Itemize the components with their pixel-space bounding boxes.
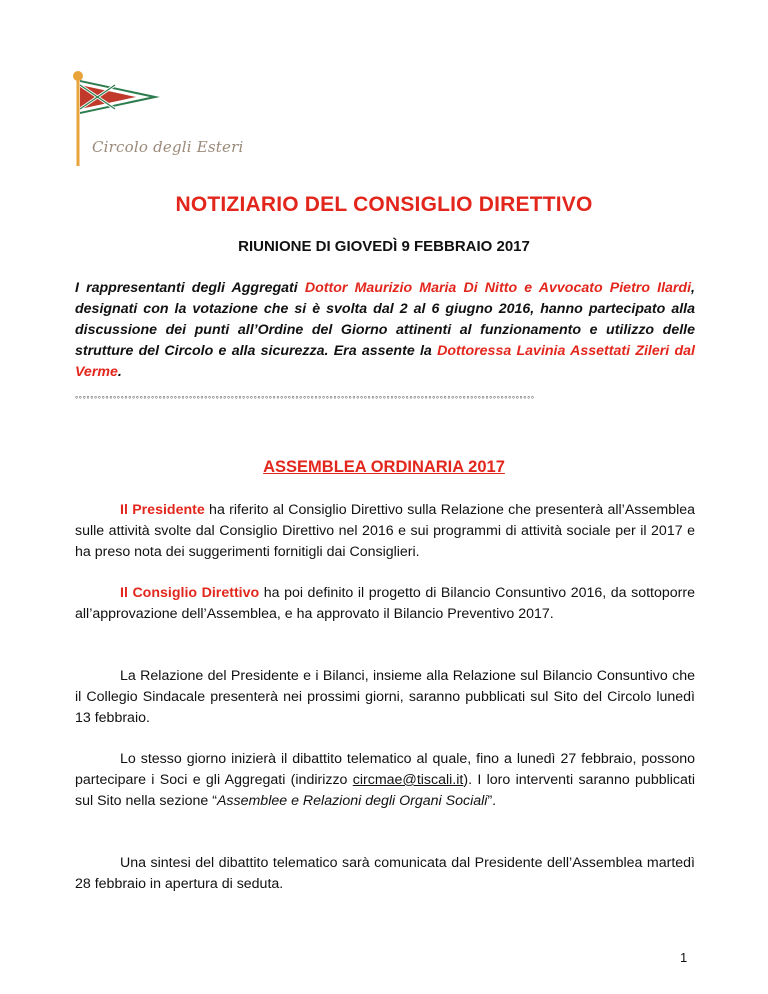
paragraph-presidente	[75, 500, 695, 563]
email-link[interactable]: circmae@tiscali.it	[352, 772, 464, 788]
paragraph-text: ha riferito al Consiglio Direttivo sulla Relazione che presenterà all’Assemblea sulle attività svolte dal Consiglio Direttivo nel 2016 e sui programmi di attività sociale per il 2017 e ha preso nota dei suggerimenti fornitigli dai Consiglieri.	[75, 502, 695, 560]
intro-text-3: .	[117, 364, 122, 380]
paragraph-text: La Relazione del Presidente e i Bilanci, insieme alla Relazione sul Bilancio Consuntivo che il Collegio Sindacale presenterà nei prossimi giorni, saranno pubblicati sul Sito del Circolo lunedì 13 febbraio.	[75, 668, 695, 726]
intro-text-1: I rappresentanti degli Aggregati	[75, 280, 305, 296]
intro-paragraph	[75, 278, 695, 383]
dotted-divider: °°°°°°°°°°°°°°°°°°°°°°°°°°°°°°°°°°°°°°°°°°°°°°°°°°°°°°°°°°°°°°°°°°°°°°°°°°°°°°°°°°°°°°°°°°°°°°°°°°°°°°°°°°°°°°°°°°°°°°°°°	[75, 395, 535, 404]
paragraph-consiglio	[75, 583, 695, 625]
meeting-subtitle: RIUNIONE DI GIOVEDÌ 9 FEBBRAIO 2017	[238, 238, 530, 255]
logo-text: Circolo degli Esteri	[92, 138, 244, 156]
paragraph-sintesi	[75, 853, 695, 895]
section-title: ASSEMBLEA ORDINARIA 2017	[263, 458, 505, 476]
paragraph-lead: Il Presidente	[120, 502, 205, 518]
paragraph-relazione	[75, 666, 695, 729]
paragraph-lead: Il Consiglio Direttivo	[120, 585, 260, 601]
section-reference: Assemblee e Relazioni degli Organi Sociali	[216, 793, 488, 809]
paragraph-text: ”.	[487, 793, 497, 809]
intro-text-2: , designati con la votazione che si è svolta dal 2 al 6 giugno 2016, hanno partecipato alla discussione dei punti all’Ordine del Giorno attinenti al funzionamento e utilizzo delle strutture del Circolo e alla sicurezza. Era assente la	[75, 280, 695, 359]
paragraph-dibattito	[75, 749, 695, 812]
paragraph-text: ha poi definito il progetto di Bilancio Consuntivo 2016, da sottoporre all’approvazione dell’Assemblea, e ha approvato il Bilancio Preventivo 2017.	[75, 585, 695, 622]
paragraph-text: ). I loro interventi saranno pubblicati sul Sito nella sezione “	[75, 772, 695, 809]
page-title: NOTIZIARIO DEL CONSIGLIO DIRETTIVO	[175, 193, 593, 216]
paragraph-text: Lo stesso giorno inizierà il dibattito telematico al quale, fino a lunedì 27 febbraio, possono partecipare i Soci e gli Aggregati (indirizzo	[75, 751, 695, 788]
page-number: 1	[680, 950, 688, 965]
intro-names-1: Dottor Maurizio Maria Di Nitto e Avvocato Pietro Ilardi	[304, 280, 692, 296]
paragraph-text: Una sintesi del dibattito telematico sarà comunicata dal Presidente dell’Assemblea martedì 28 febbraio in apertura di seduta.	[75, 855, 695, 892]
intro-names-2: Dottoressa Lavinia Assettati Zileri dal Verme	[75, 343, 696, 380]
